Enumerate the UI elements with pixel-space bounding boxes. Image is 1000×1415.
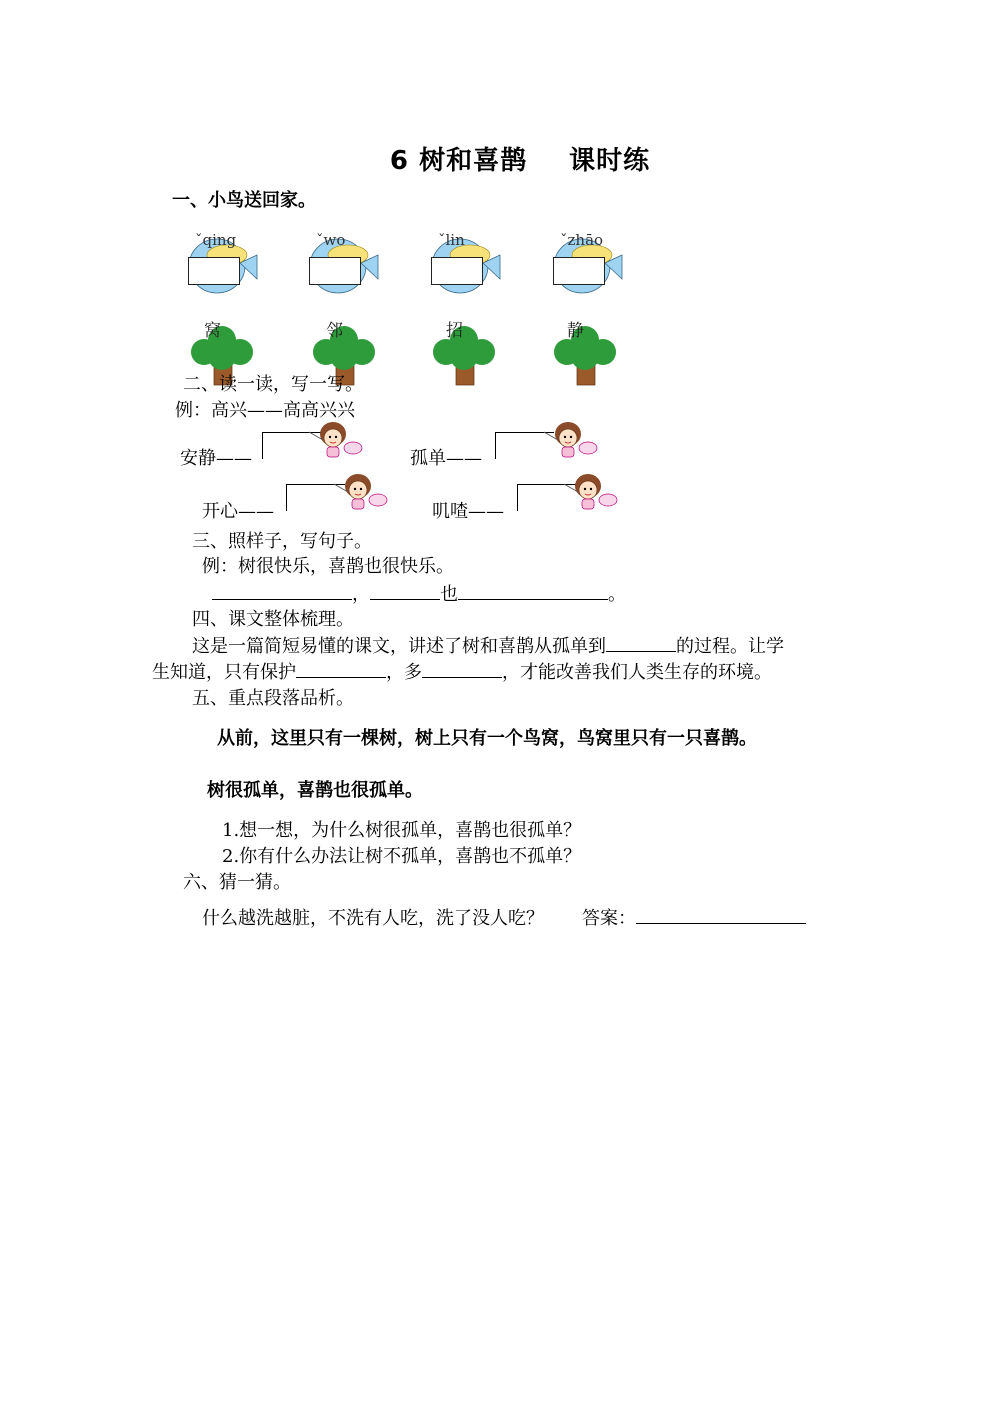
section-3-example: 例：树很快乐，喜鹊也很快乐。 (202, 556, 454, 577)
answer-blank[interactable] (636, 907, 806, 924)
fairy-icon (540, 418, 600, 463)
blank-line[interactable] (212, 583, 352, 600)
pinyin-label: ˇwo (316, 231, 346, 249)
pinyin-label: ˇqing (195, 231, 237, 249)
bird-card (428, 233, 503, 298)
riddle-line (202, 904, 806, 930)
sentence-fill-line (212, 580, 626, 606)
bird-card (550, 233, 625, 298)
fairy-icon (305, 418, 365, 463)
tree-icon (432, 322, 497, 387)
section-4-line-1: 这是一篇简短易懂的课文，讲述了树和喜鹊从孤单到 的过程。让学 (192, 636, 784, 657)
tree-character: 窝 (204, 321, 221, 341)
character-answer-box[interactable] (188, 257, 240, 285)
key-paragraph-2: 树很孤单，喜鹊也很孤单。 (207, 780, 423, 801)
answer-label: 答案： (582, 908, 636, 929)
blank-line[interactable] (370, 583, 440, 600)
bird-card (185, 233, 260, 298)
blank-line[interactable] (296, 661, 386, 678)
page-title (0, 140, 1000, 177)
word-item-4: 叽喳—— (432, 501, 504, 522)
bird-card (306, 233, 381, 298)
blank-line[interactable] (422, 661, 502, 678)
blank-line[interactable] (606, 635, 676, 652)
section-3-heading: 三、照样子，写句子。 (192, 531, 372, 552)
comma: ， (352, 584, 370, 605)
character-answer-box[interactable] (431, 257, 483, 285)
word-item-3: 开心—— (202, 501, 274, 522)
section-2-heading: 二、读一读，写一写。 (183, 374, 363, 395)
section-4-line-2: 生知道，只有保护 ，多 ，才能改善我们人类生存的环境。 (152, 662, 772, 683)
riddle-text: 什么越洗越脏，不洗有人吃，洗了没人吃？ (202, 908, 544, 929)
lesson-title: 树和喜鹊 (419, 146, 528, 176)
ye-char: 也 (440, 584, 458, 605)
blank-line[interactable] (458, 583, 608, 600)
period: 。 (608, 584, 626, 605)
question-1: 1.想一想，为什么树很孤单，喜鹊也很孤单？ (222, 820, 582, 841)
tree-character: 招 (446, 321, 463, 341)
question-2: 2.你有什么办法让树不孤单，喜鹊也不孤单？ (222, 846, 582, 867)
character-answer-box[interactable] (553, 257, 605, 285)
section-2-example: 例：高兴——高高兴兴 (175, 400, 355, 421)
section-5-heading: 五、重点段落品析。 (192, 688, 354, 709)
tree-character: 静 (567, 321, 584, 341)
fairy-icon (330, 470, 390, 515)
section-6-heading: 六、猜一猜。 (183, 872, 291, 893)
tree-icon (553, 322, 618, 387)
lesson-subtitle: 课时练 (569, 146, 651, 176)
key-paragraph-1: 从前，这里只有一棵树，树上只有一个鸟窝，鸟窝里只有一只喜鹊。 (217, 728, 757, 749)
pinyin-label: ˇzhāo (560, 231, 604, 249)
word-item-1: 安静—— (180, 448, 252, 469)
lesson-number: 6 (389, 146, 409, 176)
word-item-2: 孤单—— (410, 448, 482, 469)
pinyin-label: ˇlin (438, 231, 465, 249)
section-4-heading: 四、课文整体梳理。 (192, 609, 354, 630)
character-answer-box[interactable] (309, 257, 361, 285)
section-1-heading: 一、小鸟送回家。 (172, 190, 316, 211)
tree-character: 邻 (326, 321, 343, 341)
fairy-icon (560, 470, 620, 515)
